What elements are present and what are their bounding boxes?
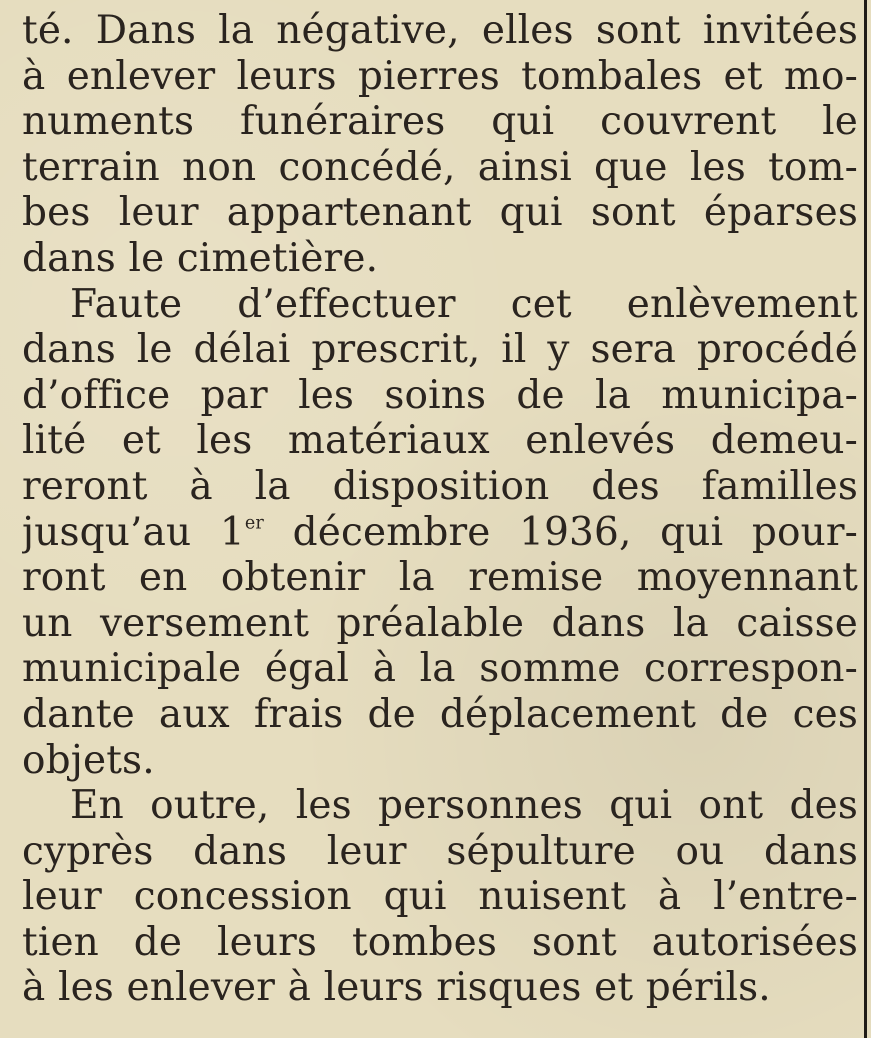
text-line: reront à la disposition des familles [22,463,858,509]
column-rule [864,0,867,1038]
text-line: terrain non concédé, ainsi que les tom- [22,144,858,190]
text-line: dante aux frais de déplacement de ces [22,691,858,737]
text-line: objets. [22,737,155,783]
text-line-part: jusqu’au 1 [22,509,245,555]
text-line: En outre, les personnes qui ont des [70,783,858,829]
text-line: d’office par les soins de la municipa- [22,372,858,418]
paragraph-3 [22,783,858,1011]
text-line: à les enlever à leurs risques et périls. [22,965,771,1011]
text-line: tien de leurs tombes sont autorisées [22,919,858,965]
text-line: Faute d’effectuer cet enlèvement [70,281,858,327]
text-line: lité et les matériaux enlevés demeu- [22,418,858,464]
text-line: leur concession qui nuisent à l’entre- [22,874,858,920]
text-line-with-superscript [22,510,858,556]
superscript-text: er [244,512,264,533]
text-line: bes leur appartenant qui sont éparses [22,190,858,236]
text-line: té. Dans la négative, elles sont invitées [22,8,858,53]
text-line: municipale égal à la somme correspon- [22,646,858,692]
text-line: à enlever leurs pierres tombales et mo- [22,53,858,99]
paragraph-1 [22,8,858,282]
paragraph-2 [22,282,858,784]
text-line: cyprès dans leur sépulture ou dans [22,828,858,874]
text-line-part: décembre 1936, qui pour- [263,509,858,555]
text-line: ront en obtenir la remise moyennant [22,555,858,601]
text-line: numents funéraires qui couvrent le [22,99,858,145]
text-line: un versement préalable dans la caisse [22,600,858,646]
text-line: dans le cimetière. [22,235,379,281]
article-text [22,8,858,1011]
text-line: dans le délai prescrit, il y sera procédé [22,327,858,373]
